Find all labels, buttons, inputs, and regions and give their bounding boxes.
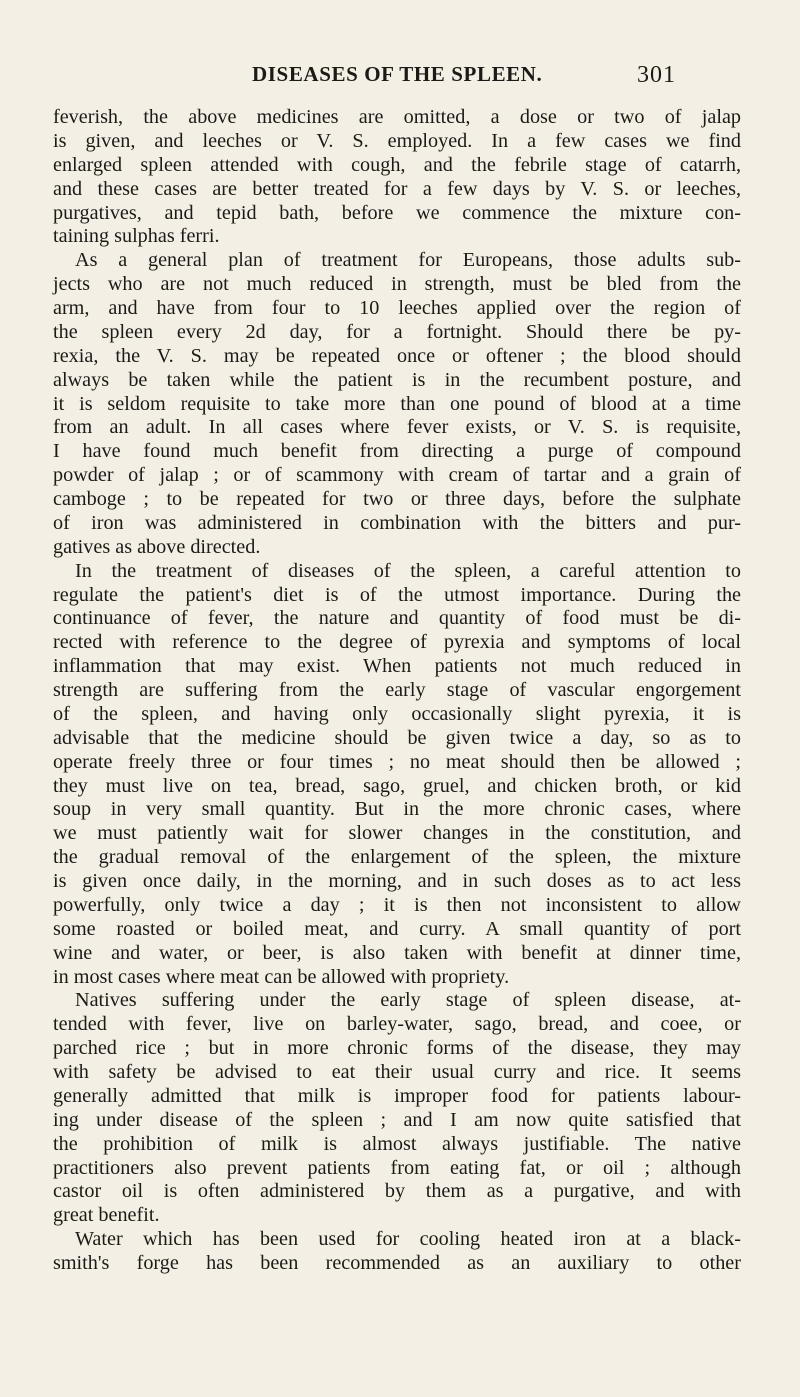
text-line: powder of jalap ; or of scammony with cream of tartar and a grain of: [53, 464, 741, 487]
text-line: wine and water, or beer, is also taken with benefit at dinner time,: [53, 941, 741, 964]
running-head: [0, 62, 800, 92]
text-line: generally admitted that milk is improper food for patients labour-: [53, 1084, 741, 1107]
text-line: taining sulphas ferri.: [53, 225, 220, 248]
text-line: practitioners also prevent patients from eating fat, or oil ; although: [53, 1156, 741, 1179]
text-line: feverish, the above medicines are omitted, a dose or two of jalap: [53, 106, 741, 128]
text-line: inflammation that may exist. When patients not much reduced in: [53, 655, 741, 678]
text-line: from an adult. In all cases where fever exists, or V. S. is requisite,: [53, 416, 741, 439]
text-line: great benefit.: [53, 1204, 160, 1227]
text-line: ing under disease of the spleen ; and I am now quite satisfied that: [53, 1108, 741, 1131]
text-line: camboge ; to be repeated for two or three days, before the sulphate: [53, 488, 741, 510]
text-line: purgatives, and tepid bath, before we commence the mixture con-: [53, 201, 741, 224]
text-line: with safety be advised to eat their usual curry and rice. It seems: [53, 1061, 741, 1083]
text-line: continuance of fever, the nature and quantity of food must be di-: [53, 607, 741, 630]
text-line: regulate the patient's diet is of the utmost importance. During the: [53, 583, 741, 606]
paragraph: [53, 1228, 741, 1276]
text-line: it is seldom requisite to take more than one pound of blood at a time: [53, 392, 741, 415]
text-line: of the spleen, and having only occasionally slight pyrexia, it is: [53, 702, 741, 725]
paragraph: [53, 106, 741, 249]
text-line: is given, and leeches or V. S. employed. In a few cases we find: [53, 129, 741, 152]
page-number: 301: [637, 62, 676, 88]
text-line: castor oil is often administered by them as a purgative, and with: [53, 1180, 741, 1203]
text-line: In the treatment of diseases of the spleen, a careful attention to: [75, 559, 741, 582]
text-line: gatives as above directed.: [53, 535, 261, 558]
text-line: in most cases where meat can be allowed with propriety.: [53, 965, 510, 988]
text-line: Natives suffering under the early stage of spleen disease, at-: [75, 989, 741, 1012]
chapter-title: DISEASES OF THE SPLEEN.: [252, 62, 543, 86]
text-line: we must patiently wait for slower changes in the constitution, and: [53, 822, 741, 845]
text-line: some roasted or boiled meat, and curry. A small quantity of port: [53, 917, 741, 940]
paragraph: [53, 560, 741, 990]
text-line: rexia, the V. S. may be repeated once or oftener ; the blood should: [53, 344, 741, 367]
text-line: powerfully, only twice a day ; it is then not inconsistent to allow: [53, 893, 741, 916]
text-line: the spleen every 2d day, for a fortnight. Should there be py-: [53, 320, 741, 343]
text-line: As a general plan of treatment for Europeans, those adults sub-: [75, 249, 741, 272]
text-line: and these cases are better treated for a few days by V. S. or leeches,: [53, 177, 741, 200]
paragraph: [53, 989, 741, 1228]
paragraph: [53, 249, 741, 559]
text-line: I have found much benefit from directing a purge of compound: [53, 440, 741, 463]
text-line: of iron was administered in combination with the bitters and pur-: [53, 511, 741, 534]
text-line: strength are suffering from the early stage of vascular engorgement: [53, 679, 741, 701]
text-line: always be taken while the patient is in the recumbent posture, and: [53, 368, 741, 391]
text-line: the prohibition of milk is almost always justifiable. The native: [53, 1132, 741, 1155]
text-line: the gradual removal of the enlargement of the spleen, the mixture: [53, 846, 741, 869]
text-line: parched rice ; but in more chronic forms of the disease, they may: [53, 1037, 741, 1060]
text-line: is given once daily, in the morning, and in such doses as to act less: [53, 870, 741, 892]
text-line: they must live on tea, bread, sago, gruel, and chicken broth, or kid: [53, 774, 741, 797]
text-line: rected with reference to the degree of pyrexia and symptoms of local: [53, 631, 741, 654]
text-line: smith's forge has been recommended as an auxiliary to other: [53, 1252, 741, 1274]
text-line: jects who are not much reduced in strength, must be bled from the: [53, 273, 741, 296]
text-line: arm, and have from four to 10 leeches applied over the region of: [53, 297, 741, 319]
text-line: enlarged spleen attended with cough, and the febrile stage of catarrh,: [53, 153, 741, 176]
text-line: tended with fever, live on barley-water, sago, bread, and coee, or: [53, 1013, 741, 1036]
text-line: Water which has been used for cooling heated iron at a black-: [75, 1228, 741, 1251]
body-text: [53, 106, 741, 1276]
text-line: advisable that the medicine should be given twice a day, so as to: [53, 726, 741, 749]
text-line: soup in very small quantity. But in the more chronic cases, where: [53, 798, 741, 821]
text-line: operate freely three or four times ; no meat should then be allowed ;: [53, 750, 741, 773]
